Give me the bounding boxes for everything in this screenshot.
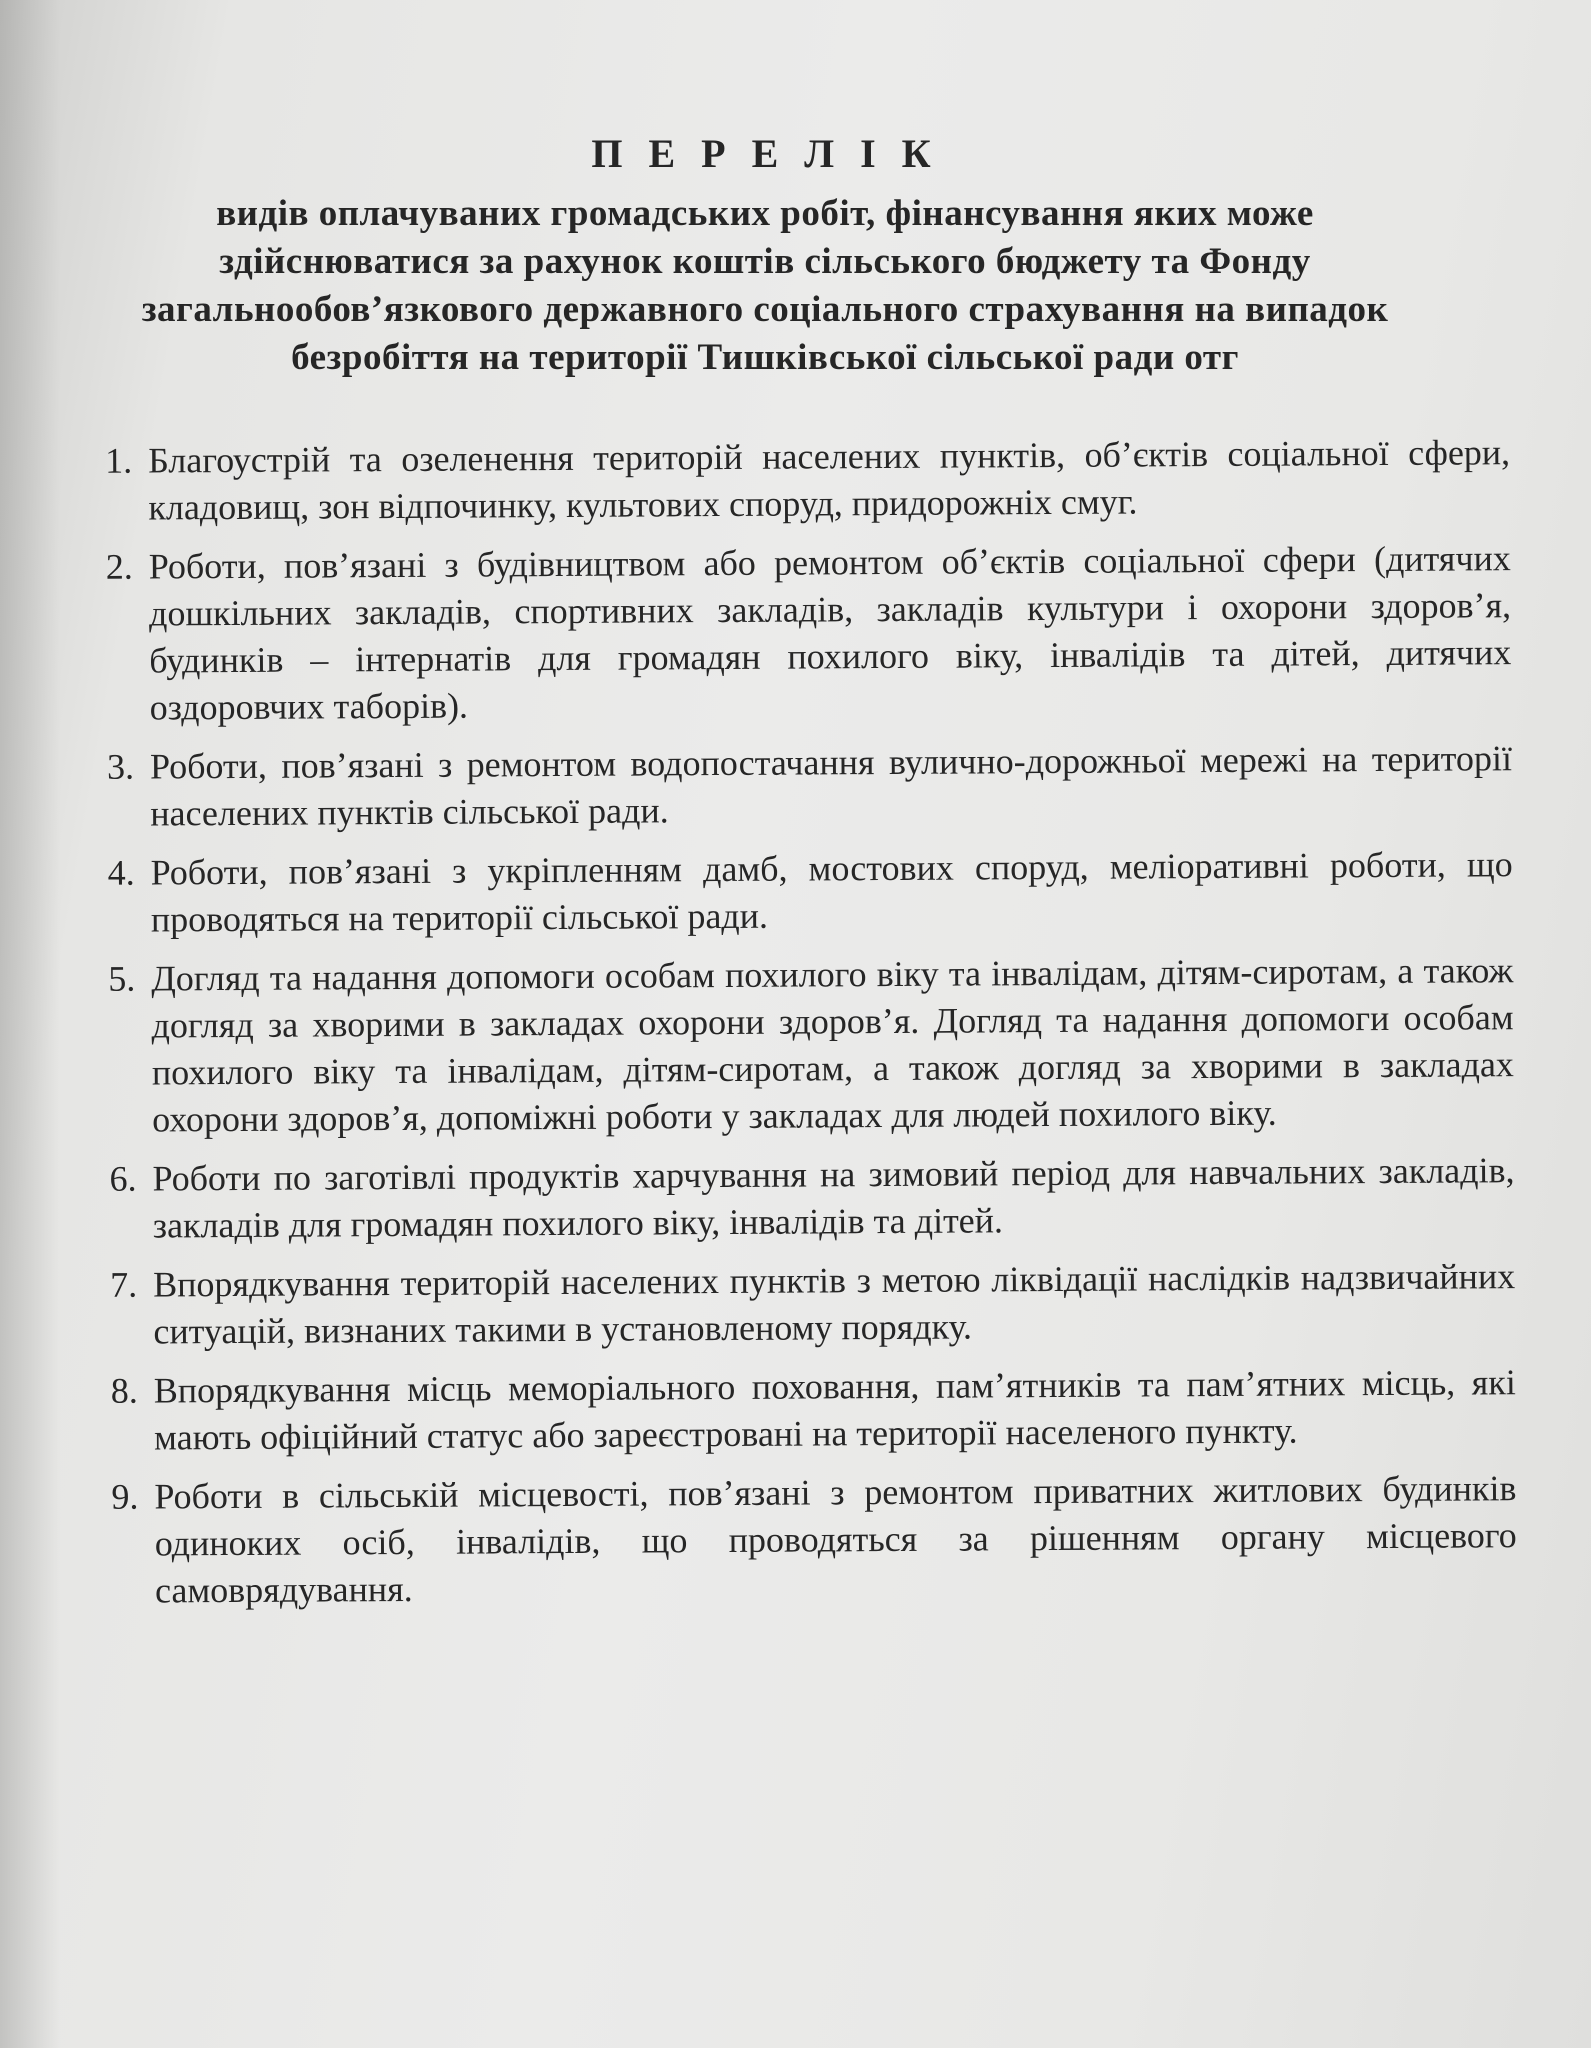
item-number: 3. bbox=[106, 746, 135, 787]
document-title: П Е Р Е Л І К bbox=[591, 131, 939, 176]
item-number: 2. bbox=[105, 546, 133, 587]
item-number: 6. bbox=[109, 1158, 137, 1199]
item-number: 5. bbox=[108, 958, 136, 999]
document-subtitle: видів оплачуваних громадських робіт, фінансування яких може здійснюватися за рахунок коштів сільського бюджету та Фонду загальнообов’язкового державного соціального страхування на випадок безробіття на території Тишківської сільської ради отг bbox=[141, 193, 1389, 378]
item-number: 8. bbox=[110, 1370, 138, 1411]
item-number: 9. bbox=[111, 1476, 139, 1517]
item-number: 4. bbox=[107, 852, 135, 893]
list-item bbox=[75, 1253, 1516, 1356]
item-text: Догляд та надання допомоги особам похилого віку та інвалідам, дітям-сиротам, а також догляд за хворими в закладах охорони здоров’я. Догляд та надання допомоги особам похилого віку та інвалідам, дітям-сиротам, а також догляд за хворими в закладах охорони здоров’я, допоміжні роботи у закладах для людей похилого віку. bbox=[151, 950, 1514, 1140]
list-item bbox=[70, 429, 1511, 532]
list-item bbox=[73, 841, 1514, 944]
item-text: Роботи, пов’язані з укріпленням дамб, мостових споруд, меліоративні роботи, що проводяться на території сільської ради. bbox=[150, 844, 1513, 940]
item-number: 7. bbox=[110, 1264, 138, 1305]
page-shadow bbox=[0, 0, 60, 2048]
item-text: Впорядкування місць меморіального поховання, пам’ятників та пам’ятних місць, які мають офіційний статус або зареєстровані на території населеного пункту. bbox=[153, 1362, 1516, 1458]
document-header bbox=[100, 128, 1430, 382]
item-text: Благоустрій та озеленення територій населених пунктів, об’єктів соціальної сфери, кладовищ, зон відпочинку, культових споруд, придорожніх смуг. bbox=[148, 432, 1511, 528]
item-text: Роботи в сільській місцевості, пов’язані з ремонтом приватних житлових будинків одиноких осіб, інвалідів, що проводяться за рішенням органу місцевого самоврядування. bbox=[154, 1468, 1517, 1611]
list-item bbox=[71, 535, 1512, 732]
item-number: 1. bbox=[105, 440, 133, 481]
list-item bbox=[76, 1359, 1517, 1462]
works-list bbox=[70, 429, 1517, 1627]
list-item bbox=[72, 735, 1513, 838]
list-item bbox=[73, 947, 1514, 1144]
item-text: Роботи, пов’язані з будівництвом або ремонтом об’єктів соціальної сфери (дитячих дошкільних закладів, спортивних закладів, закладів культури і охорони здоров’я, будинків – інтернатів для громадян похилого віку, інвалідів та дітей, дитячих оздоровчих таборів). bbox=[148, 538, 1512, 728]
item-text: Впорядкування територій населених пунктів з метою ліквідації наслідків надзвичайних ситуацій, визнаних такими в установленому порядку. bbox=[153, 1256, 1516, 1352]
list-item bbox=[74, 1147, 1515, 1250]
list-item bbox=[76, 1465, 1517, 1615]
item-text: Роботи по заготівлі продуктів харчування на зимовий період для навчальних закладів, закладів для громадян похилого віку, інвалідів та дітей. bbox=[152, 1150, 1515, 1246]
item-text: Роботи, пов’язані з ремонтом водопостачання вулично-дорожньої мережі на території населених пунктів сільської ради. bbox=[149, 738, 1513, 834]
